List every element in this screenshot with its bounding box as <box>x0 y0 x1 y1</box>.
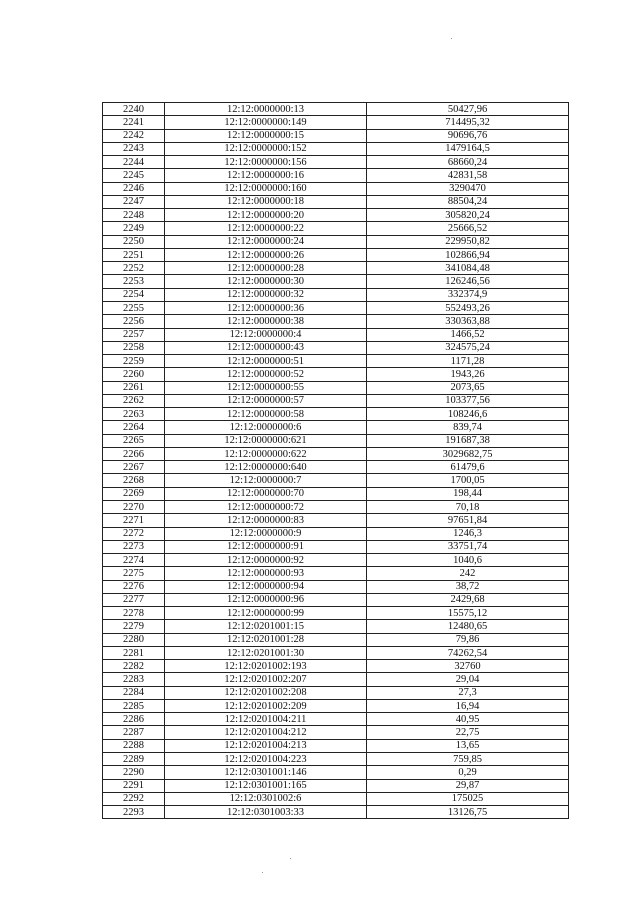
cadastral-number-cell: 12:12:0000000:9 <box>165 527 367 540</box>
value-cell: 126246,56 <box>367 275 569 288</box>
scan-speck <box>290 858 291 859</box>
value-cell: 22,75 <box>367 726 569 739</box>
cadastral-number-cell: 12:12:0000000:83 <box>165 514 367 527</box>
value-cell: 3290470 <box>367 182 569 195</box>
row-number-cell: 2264 <box>103 421 165 434</box>
cadastral-number-cell: 12:12:0000000:26 <box>165 248 367 261</box>
cadastral-number-cell: 12:12:0000000:28 <box>165 262 367 275</box>
value-cell: 29,87 <box>367 779 569 792</box>
value-cell: 103377,56 <box>367 394 569 407</box>
row-number-cell: 2243 <box>103 142 165 155</box>
table-row <box>103 673 569 686</box>
row-number-cell: 2246 <box>103 182 165 195</box>
row-number-cell: 2273 <box>103 540 165 553</box>
row-number-cell: 2281 <box>103 646 165 659</box>
value-cell: 839,74 <box>367 421 569 434</box>
scan-speck <box>451 38 452 39</box>
cadastral-number-cell: 12:12:0000000:621 <box>165 434 367 447</box>
cadastral-number-cell: 12:12:0201004:212 <box>165 726 367 739</box>
cadastral-number-cell: 12:12:0000000:51 <box>165 355 367 368</box>
value-cell: 305820,24 <box>367 209 569 222</box>
value-cell: 102866,94 <box>367 248 569 261</box>
cadastral-number-cell: 12:12:0000000:13 <box>165 103 367 116</box>
value-cell: 79,86 <box>367 633 569 646</box>
row-number-cell: 2245 <box>103 169 165 182</box>
table-row <box>103 355 569 368</box>
row-number-cell: 2267 <box>103 461 165 474</box>
row-number-cell: 2265 <box>103 434 165 447</box>
cadastral-number-cell: 12:12:0000000:640 <box>165 461 367 474</box>
cadastral-number-cell: 12:12:0000000:92 <box>165 554 367 567</box>
row-number-cell: 2287 <box>103 726 165 739</box>
row-number-cell: 2258 <box>103 341 165 354</box>
value-cell: 3029682,75 <box>367 447 569 460</box>
table-row <box>103 275 569 288</box>
row-number-cell: 2291 <box>103 779 165 792</box>
cadastral-number-cell: 12:12:0000000:52 <box>165 368 367 381</box>
value-cell: 1466,52 <box>367 328 569 341</box>
cadastral-number-cell: 12:12:0201002:193 <box>165 660 367 673</box>
cadastral-number-cell: 12:12:0000000:15 <box>165 129 367 142</box>
value-cell: 1171,28 <box>367 355 569 368</box>
row-number-cell: 2289 <box>103 753 165 766</box>
cadastral-number-cell: 12:12:0000000:622 <box>165 447 367 460</box>
value-cell: 13,65 <box>367 739 569 752</box>
value-cell: 332374,9 <box>367 288 569 301</box>
value-cell: 229950,82 <box>367 235 569 248</box>
cadastral-number-cell: 12:12:0000000:94 <box>165 580 367 593</box>
value-cell: 1040,6 <box>367 554 569 567</box>
row-number-cell: 2255 <box>103 301 165 314</box>
table-row <box>103 620 569 633</box>
row-number-cell: 2242 <box>103 129 165 142</box>
row-number-cell: 2274 <box>103 554 165 567</box>
table-row <box>103 792 569 805</box>
value-cell: 16,94 <box>367 699 569 712</box>
cadastral-number-cell: 12:12:0000000:70 <box>165 487 367 500</box>
table-row <box>103 434 569 447</box>
row-number-cell: 2251 <box>103 248 165 261</box>
value-cell: 242 <box>367 567 569 580</box>
value-cell: 15575,12 <box>367 607 569 620</box>
table-row <box>103 461 569 474</box>
table-row <box>103 341 569 354</box>
table-row <box>103 328 569 341</box>
row-number-cell: 2241 <box>103 116 165 129</box>
value-cell: 25666,52 <box>367 222 569 235</box>
cadastral-number-cell: 12:12:0000000:6 <box>165 421 367 434</box>
row-number-cell: 2249 <box>103 222 165 235</box>
table-row <box>103 527 569 540</box>
row-number-cell: 2282 <box>103 660 165 673</box>
table-row <box>103 699 569 712</box>
value-cell: 12480,65 <box>367 620 569 633</box>
value-cell: 13126,75 <box>367 806 569 819</box>
row-number-cell: 2250 <box>103 235 165 248</box>
table-row <box>103 195 569 208</box>
row-number-cell: 2293 <box>103 806 165 819</box>
row-number-cell: 2277 <box>103 593 165 606</box>
cadastral-number-cell: 12:12:0000000:99 <box>165 607 367 620</box>
value-cell: 38,72 <box>367 580 569 593</box>
table-row <box>103 607 569 620</box>
cadastral-number-cell: 12:12:0000000:7 <box>165 474 367 487</box>
cadastral-number-cell: 12:12:0201001:30 <box>165 646 367 659</box>
row-number-cell: 2263 <box>103 408 165 421</box>
table-row <box>103 315 569 328</box>
table-row <box>103 394 569 407</box>
table-row <box>103 421 569 434</box>
table-row <box>103 288 569 301</box>
row-number-cell: 2272 <box>103 527 165 540</box>
table-row <box>103 474 569 487</box>
cadastral-number-cell: 12:12:0000000:43 <box>165 341 367 354</box>
cadastral-number-cell: 12:12:0000000:22 <box>165 222 367 235</box>
row-number-cell: 2285 <box>103 699 165 712</box>
row-number-cell: 2262 <box>103 394 165 407</box>
table-row <box>103 408 569 421</box>
value-cell: 108246,6 <box>367 408 569 421</box>
row-number-cell: 2292 <box>103 792 165 805</box>
cadastral-number-cell: 12:12:0301003:33 <box>165 806 367 819</box>
row-number-cell: 2252 <box>103 262 165 275</box>
value-cell: 90696,76 <box>367 129 569 142</box>
value-cell: 88504,24 <box>367 195 569 208</box>
table-row <box>103 567 569 580</box>
value-cell: 74262,54 <box>367 646 569 659</box>
cadastral-number-cell: 12:12:0301001:146 <box>165 766 367 779</box>
row-number-cell: 2271 <box>103 514 165 527</box>
table-row <box>103 156 569 169</box>
value-cell: 2429,68 <box>367 593 569 606</box>
table-row <box>103 182 569 195</box>
cadastral-number-cell: 12:12:0201004:223 <box>165 753 367 766</box>
value-cell: 0,29 <box>367 766 569 779</box>
value-cell: 330363,88 <box>367 315 569 328</box>
row-number-cell: 2248 <box>103 209 165 222</box>
cadastral-number-cell: 12:12:0000000:18 <box>165 195 367 208</box>
value-cell: 324575,24 <box>367 341 569 354</box>
table-row <box>103 593 569 606</box>
cadastral-number-cell: 12:12:0000000:4 <box>165 328 367 341</box>
table-row <box>103 646 569 659</box>
row-number-cell: 2244 <box>103 156 165 169</box>
cadastral-value-table <box>102 102 569 819</box>
table-row <box>103 262 569 275</box>
table-row <box>103 766 569 779</box>
table-body <box>103 103 569 819</box>
row-number-cell: 2256 <box>103 315 165 328</box>
cadastral-number-cell: 12:12:0000000:16 <box>165 169 367 182</box>
cadastral-number-cell: 12:12:0000000:156 <box>165 156 367 169</box>
cadastral-number-cell: 12:12:0000000:58 <box>165 408 367 421</box>
table-row <box>103 103 569 116</box>
row-number-cell: 2280 <box>103 633 165 646</box>
table-row <box>103 487 569 500</box>
cadastral-number-cell: 12:12:0000000:30 <box>165 275 367 288</box>
value-cell: 1700,05 <box>367 474 569 487</box>
value-cell: 29,04 <box>367 673 569 686</box>
row-number-cell: 2260 <box>103 368 165 381</box>
table-row <box>103 381 569 394</box>
row-number-cell: 2276 <box>103 580 165 593</box>
row-number-cell: 2254 <box>103 288 165 301</box>
value-cell: 759,85 <box>367 753 569 766</box>
table-row <box>103 209 569 222</box>
cadastral-number-cell: 12:12:0000000:93 <box>165 567 367 580</box>
value-cell: 27,3 <box>367 686 569 699</box>
value-cell: 552493,26 <box>367 301 569 314</box>
table-row <box>103 713 569 726</box>
table-row <box>103 142 569 155</box>
table-row <box>103 500 569 513</box>
cadastral-number-cell: 12:12:0201001:15 <box>165 620 367 633</box>
cadastral-number-cell: 12:12:0000000:160 <box>165 182 367 195</box>
value-cell: 33751,74 <box>367 540 569 553</box>
table-row <box>103 660 569 673</box>
table-row <box>103 779 569 792</box>
table-row <box>103 726 569 739</box>
cadastral-number-cell: 12:12:0000000:38 <box>165 315 367 328</box>
cadastral-number-cell: 12:12:0000000:36 <box>165 301 367 314</box>
table-row <box>103 169 569 182</box>
table-row <box>103 514 569 527</box>
value-cell: 198,44 <box>367 487 569 500</box>
cadastral-number-cell: 12:12:0000000:149 <box>165 116 367 129</box>
value-cell: 42831,58 <box>367 169 569 182</box>
value-cell: 61479,6 <box>367 461 569 474</box>
cadastral-number-cell: 12:12:0301001:165 <box>165 779 367 792</box>
cadastral-number-cell: 12:12:0000000:55 <box>165 381 367 394</box>
value-cell: 1479164,5 <box>367 142 569 155</box>
value-cell: 40,95 <box>367 713 569 726</box>
value-cell: 1943,26 <box>367 368 569 381</box>
value-cell: 341084,48 <box>367 262 569 275</box>
scan-speck <box>262 872 263 873</box>
value-cell: 1246,3 <box>367 527 569 540</box>
cadastral-number-cell: 12:12:0201001:28 <box>165 633 367 646</box>
table-row <box>103 235 569 248</box>
table-row <box>103 447 569 460</box>
row-number-cell: 2275 <box>103 567 165 580</box>
row-number-cell: 2270 <box>103 500 165 513</box>
row-number-cell: 2283 <box>103 673 165 686</box>
row-number-cell: 2240 <box>103 103 165 116</box>
cadastral-number-cell: 12:12:0000000:91 <box>165 540 367 553</box>
value-cell: 50427,96 <box>367 103 569 116</box>
cadastral-number-cell: 12:12:0000000:57 <box>165 394 367 407</box>
row-number-cell: 2266 <box>103 447 165 460</box>
table-row <box>103 301 569 314</box>
cadastral-number-cell: 12:12:0000000:20 <box>165 209 367 222</box>
row-number-cell: 2284 <box>103 686 165 699</box>
cadastral-number-cell: 12:12:0201002:207 <box>165 673 367 686</box>
cadastral-number-cell: 12:12:0000000:152 <box>165 142 367 155</box>
row-number-cell: 2269 <box>103 487 165 500</box>
table-row <box>103 753 569 766</box>
value-cell: 2073,65 <box>367 381 569 394</box>
cadastral-number-cell: 12:12:0201002:208 <box>165 686 367 699</box>
value-cell: 70,18 <box>367 500 569 513</box>
row-number-cell: 2278 <box>103 607 165 620</box>
table-row <box>103 580 569 593</box>
table-row <box>103 116 569 129</box>
table-row <box>103 806 569 819</box>
row-number-cell: 2286 <box>103 713 165 726</box>
cadastral-number-cell: 12:12:0000000:24 <box>165 235 367 248</box>
row-number-cell: 2259 <box>103 355 165 368</box>
table-row <box>103 129 569 142</box>
row-number-cell: 2257 <box>103 328 165 341</box>
value-cell: 97651,84 <box>367 514 569 527</box>
table-row <box>103 739 569 752</box>
row-number-cell: 2288 <box>103 739 165 752</box>
row-number-cell: 2279 <box>103 620 165 633</box>
row-number-cell: 2253 <box>103 275 165 288</box>
cadastral-number-cell: 12:12:0301002:6 <box>165 792 367 805</box>
table-row <box>103 368 569 381</box>
table-row <box>103 633 569 646</box>
row-number-cell: 2268 <box>103 474 165 487</box>
cadastral-number-cell: 12:12:0000000:96 <box>165 593 367 606</box>
value-cell: 191687,38 <box>367 434 569 447</box>
row-number-cell: 2247 <box>103 195 165 208</box>
cadastral-number-cell: 12:12:0000000:72 <box>165 500 367 513</box>
value-cell: 175025 <box>367 792 569 805</box>
value-cell: 714495,32 <box>367 116 569 129</box>
cadastral-number-cell: 12:12:0201002:209 <box>165 699 367 712</box>
row-number-cell: 2261 <box>103 381 165 394</box>
table-row <box>103 540 569 553</box>
cadastral-number-cell: 12:12:0201004:213 <box>165 739 367 752</box>
table-row <box>103 222 569 235</box>
cadastral-number-cell: 12:12:0000000:32 <box>165 288 367 301</box>
row-number-cell: 2290 <box>103 766 165 779</box>
table-row <box>103 686 569 699</box>
table-row <box>103 554 569 567</box>
value-cell: 32760 <box>367 660 569 673</box>
table-row <box>103 248 569 261</box>
cadastral-number-cell: 12:12:0201004:211 <box>165 713 367 726</box>
value-cell: 68660,24 <box>367 156 569 169</box>
